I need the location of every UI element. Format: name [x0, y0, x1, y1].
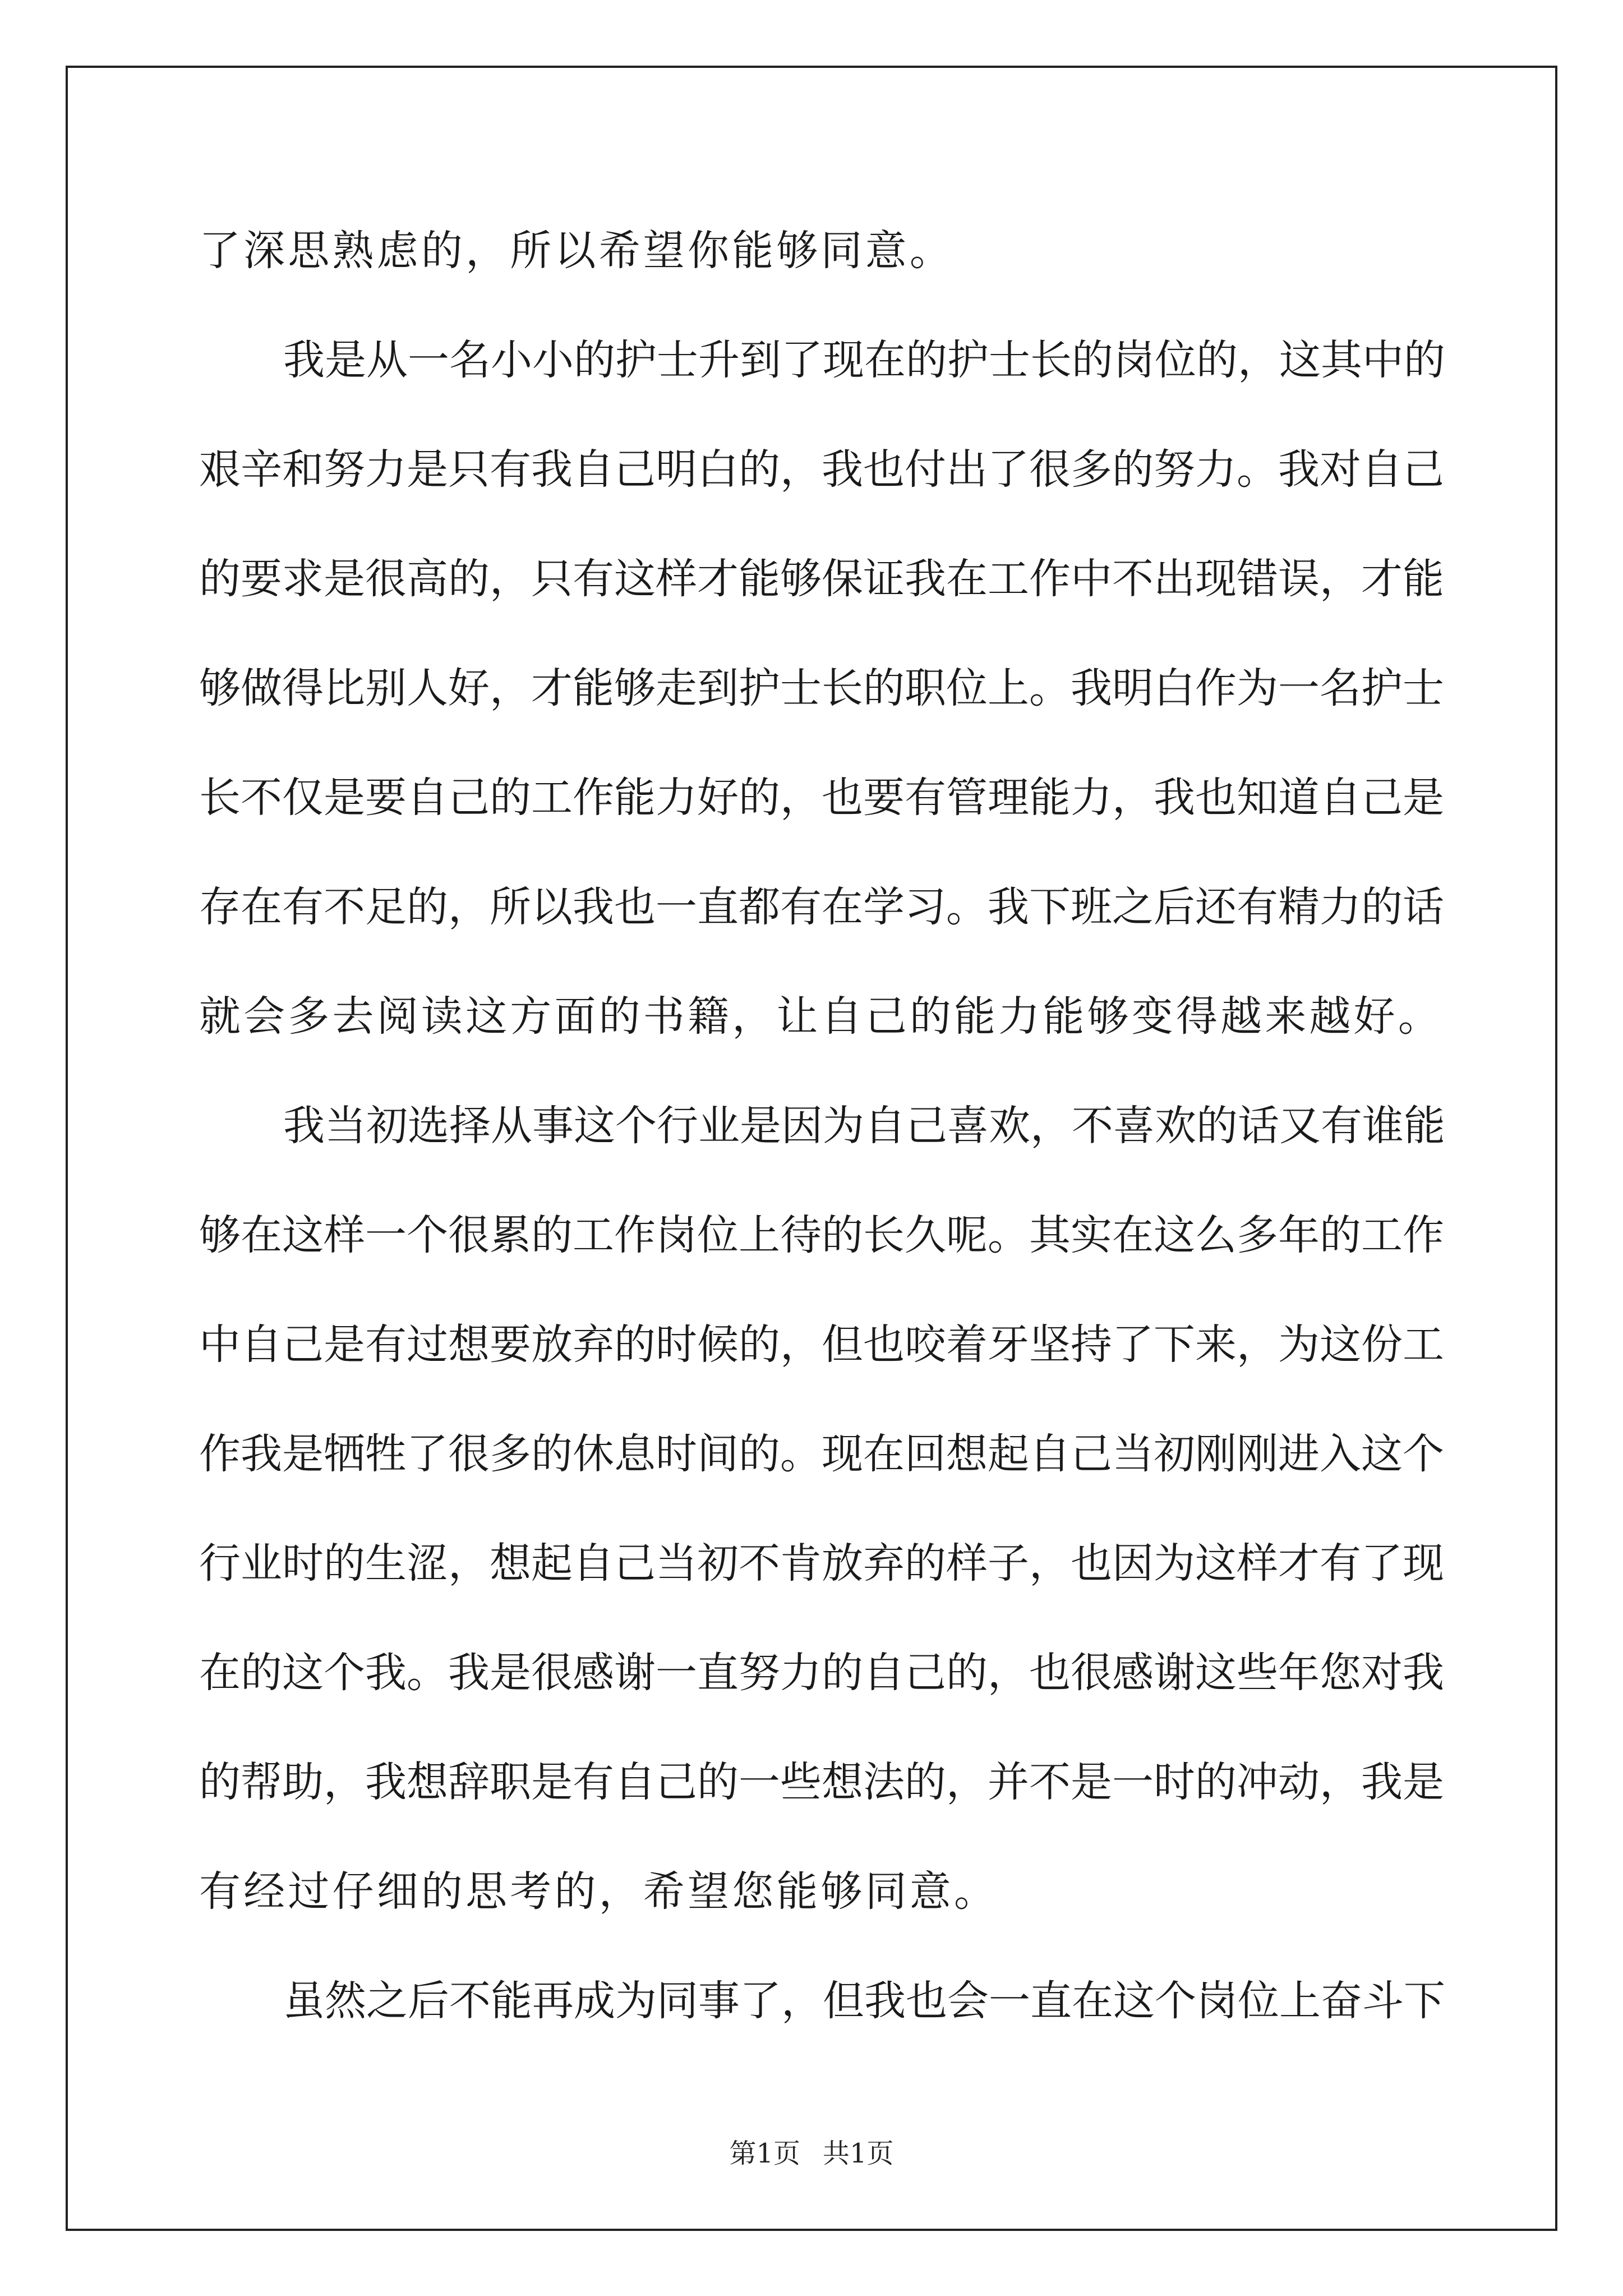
- text-line: 行业时的生涩，想起自己当初不肯放弃的样子，也因为这样才有了现: [199, 1539, 1444, 1588]
- text-line: 作我是牺牲了很多的休息时间的。现在回想起自己当初刚刚进入这个: [199, 1430, 1444, 1478]
- text-line: 有经过仔细的思考的，希望您能够同意。: [199, 1867, 999, 1916]
- text-line: 的帮助，我想辞职是有自己的一些想法的，并不是一时的冲动，我是: [199, 1758, 1444, 1806]
- text-line: 了深思熟虑的，所以希望你能够同意。: [199, 227, 955, 275]
- text-line: 就会多去阅读这方面的书籍，让自己的能力能够变得越来越好。: [199, 992, 1443, 1041]
- text-line: 我是从一名小小的护士升到了现在的护士长的岗位的，这其中的: [283, 336, 1445, 384]
- text-line: 中自己是有过想要放弃的时候的，但也咬着牙坚持了下来，为这份工: [199, 1320, 1444, 1369]
- text-line: 我当初选择从事这个行业是因为自己喜欢，不喜欢的话又有谁能: [283, 1102, 1445, 1150]
- text-line: 的要求是很高的，只有这样才能够保证我在工作中不出现错误，才能: [199, 555, 1444, 603]
- text-line: 够做得比别人好，才能够走到护士长的职位上。我明白作为一名护士: [199, 664, 1444, 712]
- total-pages: 共1页: [823, 2138, 894, 2169]
- text-line: 存在有不足的，所以我也一直都有在学习。我下班之后还有精力的话: [199, 883, 1444, 931]
- text-line: 虽然之后不能再成为同事了，但我也会一直在这个岗位上奋斗下: [283, 1977, 1445, 2025]
- text-line: 长不仅是要自己的工作能力好的，也要有管理能力，我也知道自己是: [199, 774, 1444, 822]
- text-line: 在的这个我。我是很感谢一直努力的自己的，也很感谢这些年您对我: [199, 1649, 1444, 1697]
- text-line: 艰辛和努力是只有我自己明白的，我也付出了很多的努力。我对自己: [199, 445, 1444, 494]
- page-number: 第1页: [729, 2138, 800, 2169]
- text-line: 够在这样一个很累的工作岗位上待的长久呢。其实在这么多年的工作: [199, 1211, 1444, 1259]
- document-body: [199, 196, 1445, 2056]
- page-footer: [0, 2132, 1623, 2170]
